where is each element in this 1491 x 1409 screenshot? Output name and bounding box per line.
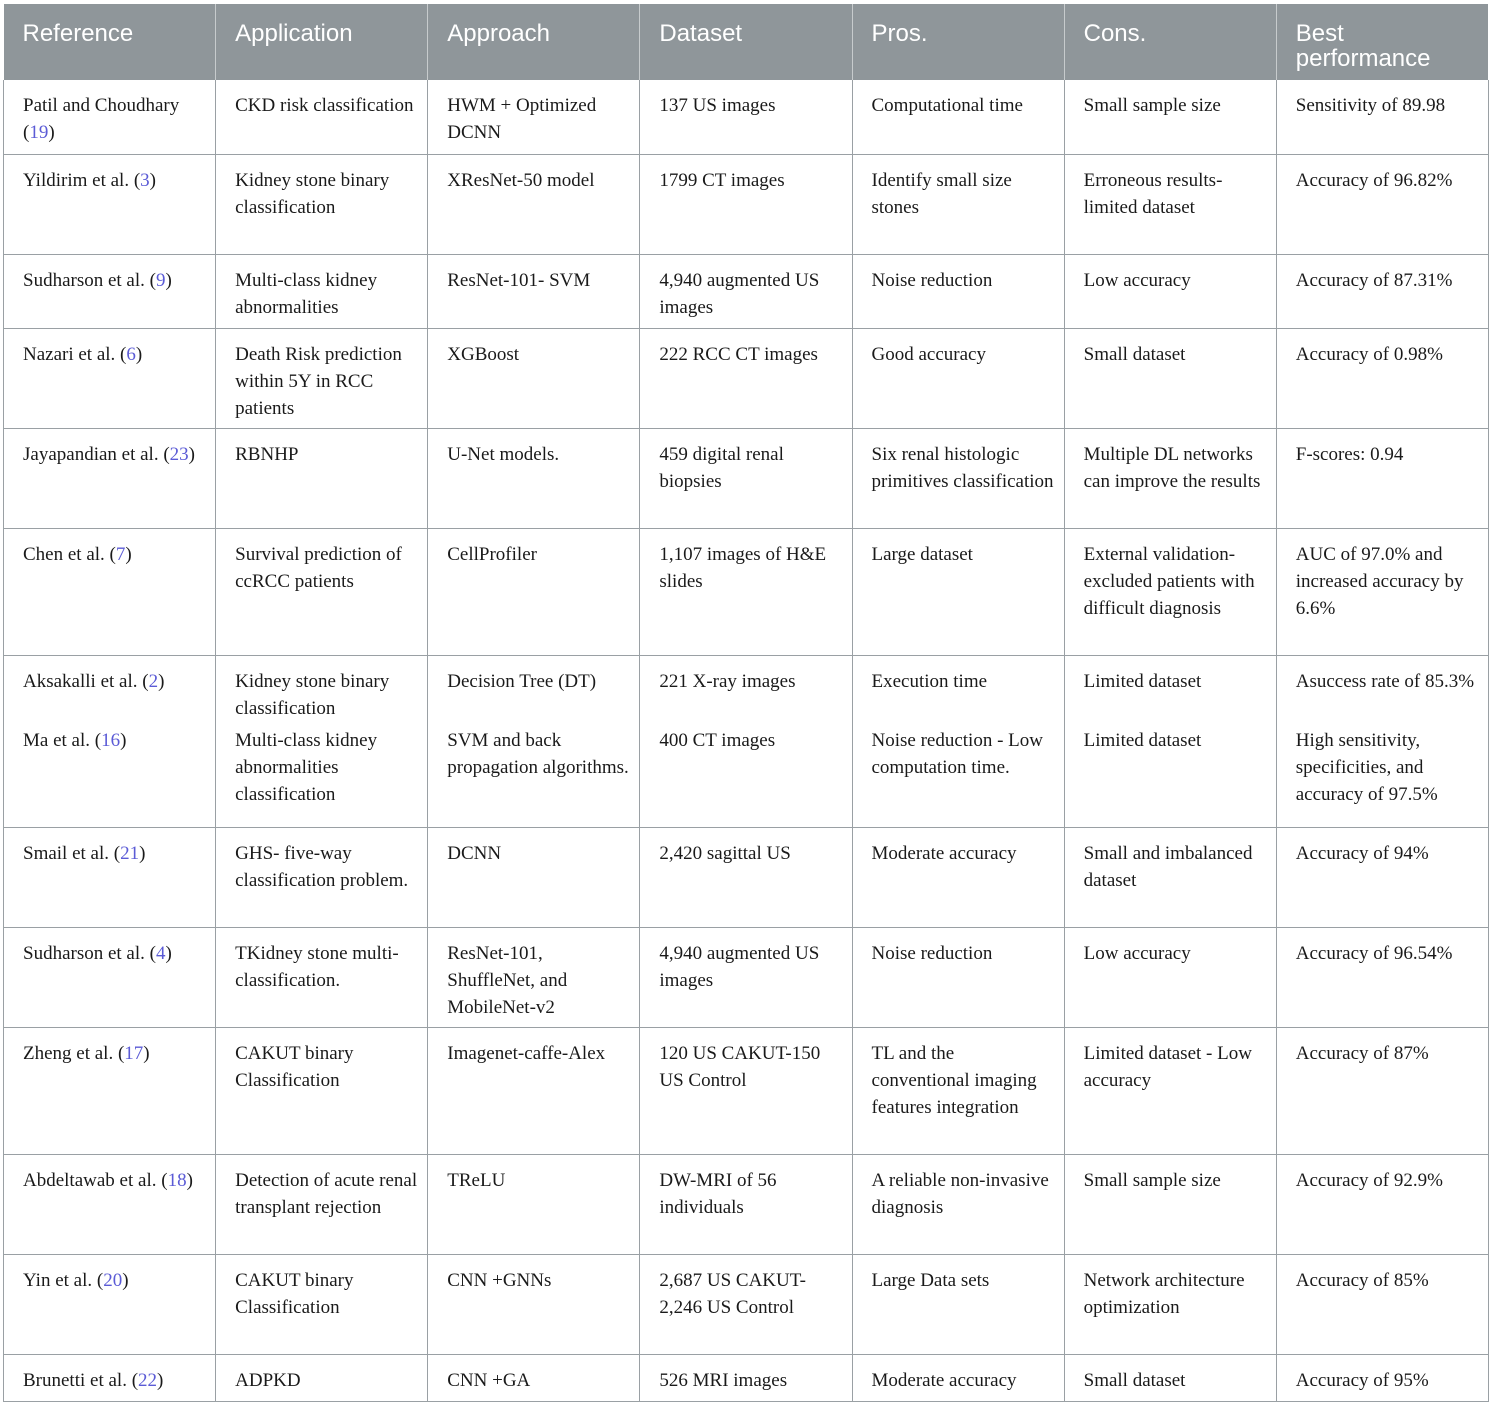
pros-cell: TL and the conventional imaging features integration (852, 1027, 1064, 1154)
reference-close-paren: ) (165, 942, 172, 964)
citation-link[interactable]: 2 (148, 670, 159, 692)
approach-cell: XResNet-50 model (428, 154, 640, 254)
pros-cell: Noise reduction (852, 254, 1064, 328)
table-row (4, 80, 1489, 154)
reference-text: Zheng et al. ( (23, 1042, 125, 1064)
reference-close-paren: ) (157, 1369, 164, 1391)
table-header (4, 4, 1489, 80)
table-row (4, 1027, 1489, 1154)
pros-cell: Moderate accuracy (852, 1354, 1064, 1401)
approach-cell: Imagenet-caffe-Alex (428, 1027, 640, 1154)
dataset-cell: 2,687 US CAKUT-2,246 US Control (640, 1254, 852, 1354)
pros-cell: Noise reduction (852, 927, 1064, 1027)
citation-link[interactable]: 20 (103, 1269, 123, 1291)
citation-link[interactable]: 9 (155, 269, 166, 291)
table-row (4, 154, 1489, 254)
reference-close-paren: ) (122, 1269, 129, 1291)
reference-cell (4, 1027, 216, 1154)
best-performance-cell: Accuracy of 94% (1276, 827, 1488, 927)
reference-cell (4, 655, 216, 727)
reference-close-paren: ) (165, 269, 172, 291)
reference-text: Sudharson et al. ( (23, 269, 156, 291)
citation-link[interactable]: 17 (124, 1042, 144, 1064)
reference-text: Brunetti et al. ( (23, 1369, 139, 1391)
best-performance-cell: Accuracy of 95% (1276, 1354, 1488, 1401)
approach-cell: ResNet-101- SVM (428, 254, 640, 328)
citation-link[interactable]: 7 (115, 543, 126, 565)
application-cell: Multi-class kidney abnormalities (216, 254, 428, 328)
application-cell: CAKUT binary Classification (216, 1027, 428, 1154)
pros-cell: Six renal histologic primitives classification (852, 428, 1064, 528)
approach-cell: XGBoost (428, 328, 640, 428)
cons-cell: Limited dataset (1064, 727, 1276, 827)
reference-cell (4, 80, 216, 154)
citation-link[interactable]: 4 (155, 942, 166, 964)
pros-cell: Large Data sets (852, 1254, 1064, 1354)
reference-close-paren: ) (139, 842, 146, 864)
best-performance-cell: High sensitivity, specificities, and accuracy of 97.5% (1276, 727, 1488, 827)
best-performance-cell: Accuracy of 85% (1276, 1254, 1488, 1354)
reference-close-paren: ) (120, 730, 127, 751)
application-cell: Detection of acute renal transplant rejection (216, 1154, 428, 1254)
citation-link[interactable]: 16 (101, 730, 121, 751)
best-performance-cell: Accuracy of 0.98% (1276, 328, 1488, 428)
reference-cell (4, 154, 216, 254)
reference-close-paren: ) (188, 443, 195, 465)
application-cell: ADPKD (216, 1354, 428, 1401)
reference-cell (4, 827, 216, 927)
reference-text: Yildirim et al. ( (23, 169, 141, 191)
reference-text: Aksakalli et al. ( (23, 670, 149, 692)
cons-cell: Erroneous results-limited dataset (1064, 154, 1276, 254)
pros-cell: Identify small size stones (852, 154, 1064, 254)
dataset-cell: 526 MRI images (640, 1354, 852, 1401)
approach-cell: U-Net models. (428, 428, 640, 528)
dataset-cell: 1799 CT images (640, 154, 852, 254)
reference-text: Patil and Choudhary ( (23, 95, 180, 143)
citation-link[interactable]: 18 (167, 1169, 187, 1191)
best-performance-cell: Asuccess rate of 85.3% (1276, 655, 1488, 727)
cons-cell: Network architecture optimization (1064, 1254, 1276, 1354)
citation-link[interactable]: 19 (29, 122, 49, 143)
dataset-cell: 2,420 sagittal US (640, 827, 852, 927)
cons-cell: Limited dataset - Low accuracy (1064, 1027, 1276, 1154)
approach-cell: SVM and back propagation algorithms. (428, 727, 640, 827)
reference-close-paren: ) (135, 343, 143, 365)
pros-cell: Good accuracy (852, 328, 1064, 428)
header-row (4, 4, 1489, 80)
best-performance-cell: F-scores: 0.94 (1276, 428, 1488, 528)
approach-cell: CNN +GNNs (428, 1254, 640, 1354)
reference-cell (4, 927, 216, 1027)
table-row (4, 428, 1489, 528)
reference-cell (4, 328, 216, 428)
reference-cell (4, 428, 216, 528)
reference-text: Smail et al. ( (23, 842, 121, 864)
approach-cell: ResNet-101, ShuffleNet, and MobileNet-v2 (428, 927, 640, 1027)
approach-cell: Decision Tree (DT) (428, 655, 640, 727)
reference-text: Chen et al. ( (23, 543, 116, 565)
approach-cell: CNN +GA (428, 1354, 640, 1401)
reference-text: Abdeltawab et al. ( (23, 1169, 168, 1191)
header-cons: Cons. (1064, 4, 1276, 80)
reference-close-paren: ) (149, 169, 156, 191)
application-cell: CKD risk classification (216, 80, 428, 154)
table-row (4, 528, 1489, 655)
reference-cell (4, 727, 216, 827)
approach-cell: HWM + Optimized DCNN (428, 80, 640, 154)
cons-cell: Multiple DL networks can improve the results (1064, 428, 1276, 528)
dataset-cell: 4,940 augmented US images (640, 927, 852, 1027)
dataset-cell: 221 X-ray images (640, 655, 852, 727)
cons-cell: Small dataset (1064, 328, 1276, 428)
dataset-cell: 4,940 augmented US images (640, 254, 852, 328)
cons-cell: Limited dataset (1064, 655, 1276, 727)
best-performance-cell: Sensitivity of 89.98 (1276, 80, 1488, 154)
reference-close-paren: ) (158, 670, 165, 692)
cons-cell: Small sample size (1064, 1154, 1276, 1254)
pros-cell: A reliable non-invasive diagnosis (852, 1154, 1064, 1254)
reference-cell (4, 1154, 216, 1254)
application-cell: Multi-class kidney abnormalities classification (216, 727, 428, 827)
application-cell: GHS- five-way classification problem. (216, 827, 428, 927)
application-cell: Kidney stone binary classification (216, 655, 428, 727)
best-performance-cell: Accuracy of 87.31% (1276, 254, 1488, 328)
citation-link[interactable]: 21 (120, 842, 140, 864)
table-row (4, 1354, 1489, 1401)
table-row (4, 254, 1489, 328)
table-row (4, 1254, 1489, 1354)
cons-cell: Low accuracy (1064, 927, 1276, 1027)
pros-cell: Moderate accuracy (852, 827, 1064, 927)
citation-link[interactable]: 6 (126, 343, 136, 365)
dataset-cell: 459 digital renal biopsies (640, 428, 852, 528)
citation-link[interactable]: 23 (169, 443, 189, 465)
reference-cell (4, 1254, 216, 1354)
table-row (4, 827, 1489, 927)
reference-close-paren: ) (48, 122, 55, 143)
approach-cell: TReLU (428, 1154, 640, 1254)
reference-close-paren: ) (143, 1042, 150, 1064)
table-row (4, 655, 1489, 727)
reference-close-paren: ) (125, 543, 132, 565)
table-row (4, 328, 1489, 428)
application-cell: TKidney stone multi- classification. (216, 927, 428, 1027)
reference-cell (4, 254, 216, 328)
application-cell: Death Risk prediction within 5Y in RCC patients (216, 328, 428, 428)
application-cell: Kidney stone binary classification (216, 154, 428, 254)
best-performance-cell: Accuracy of 96.54% (1276, 927, 1488, 1027)
cons-cell: External validation-excluded patients with difficult diagnosis (1064, 528, 1276, 655)
approach-cell: DCNN (428, 827, 640, 927)
application-cell: Survival prediction of ccRCC patients (216, 528, 428, 655)
dataset-cell: 400 CT images (640, 727, 852, 827)
best-performance-cell: Accuracy of 96.82% (1276, 154, 1488, 254)
reference-text: Jayapandian et al. ( (23, 443, 170, 465)
dataset-cell: DW-MRI of 56 individuals (640, 1154, 852, 1254)
best-performance-cell: AUC of 97.0% and increased accuracy by 6.6% (1276, 528, 1488, 655)
best-performance-cell: Accuracy of 87% (1276, 1027, 1488, 1154)
reference-text: Yin et al. ( (23, 1269, 104, 1291)
reference-close-paren: ) (186, 1169, 193, 1191)
cons-cell: Small and imbalanced dataset (1064, 827, 1276, 927)
dataset-cell: 222 RCC CT images (640, 328, 852, 428)
dataset-cell: 120 US CAKUT-150 US Control (640, 1027, 852, 1154)
reference-text: Nazari et al. ( (23, 343, 127, 365)
table-row (4, 727, 1489, 827)
cons-cell: Low accuracy (1064, 254, 1276, 328)
cons-cell: Small dataset (1064, 1354, 1276, 1401)
approach-cell: CellProfiler (428, 528, 640, 655)
pros-cell: Execution time (852, 655, 1064, 727)
header-approach: Approach (428, 4, 640, 80)
reference-text: Sudharson et al. ( (23, 942, 156, 964)
reference-text: Ma et al. ( (23, 730, 102, 751)
pros-cell: Large dataset (852, 528, 1064, 655)
comparison-table (3, 4, 1489, 1402)
header-pros: Pros. (852, 4, 1064, 80)
application-cell: RBNHP (216, 428, 428, 528)
header-reference: Reference (4, 4, 216, 80)
reference-cell (4, 528, 216, 655)
header-best-performance: Best performance (1276, 4, 1488, 80)
header-application: Application (216, 4, 428, 80)
best-performance-cell: Accuracy of 92.9% (1276, 1154, 1488, 1254)
cons-cell: Small sample size (1064, 80, 1276, 154)
reference-cell (4, 1354, 216, 1401)
pros-cell: Computational time (852, 80, 1064, 154)
dataset-cell: 137 US images (640, 80, 852, 154)
pros-cell: Noise reduction - Low computation time. (852, 727, 1064, 827)
application-cell: CAKUT binary Classification (216, 1254, 428, 1354)
citation-link[interactable]: 22 (138, 1369, 158, 1391)
dataset-cell: 1,107 images of H&E slides (640, 528, 852, 655)
table-body (4, 80, 1489, 1401)
table-row (4, 927, 1489, 1027)
citation-link[interactable]: 3 (140, 169, 150, 191)
table-row (4, 1154, 1489, 1254)
header-dataset: Dataset (640, 4, 852, 80)
